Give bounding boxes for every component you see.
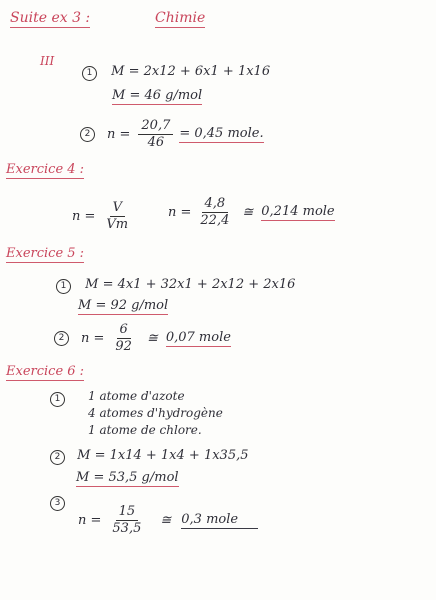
- ex6-atom-nitrogen: 1 atome d'azote: [88, 389, 185, 403]
- ex5-molar-mass-sum: M = 4x1 + 32x1 + 2x12 + 2x16: [85, 277, 296, 292]
- ex5-fraction-numerator: 6: [117, 322, 131, 339]
- ex4-calc-denominator: 22,4: [200, 213, 230, 228]
- ex5-item2-number: 2: [54, 331, 69, 346]
- ex3-fraction: [138, 118, 173, 151]
- ex4-mole-result: 0,214 mole: [261, 204, 335, 219]
- ex5-mole-result: 0,07 mole: [165, 330, 231, 345]
- ex5-fraction-denominator: 92: [115, 339, 132, 354]
- header-left-title: Suite ex 3 :: [10, 10, 91, 26]
- ex5-item2: [54, 322, 231, 355]
- ex5-fraction: [112, 322, 135, 355]
- ex3-fraction-denominator: 46: [147, 135, 165, 150]
- ex6-mole-result: 0,3 mole: [181, 512, 258, 529]
- ex5-approx-sign: ≅: [146, 331, 158, 346]
- ex4-formula-n-equals: n =: [72, 209, 96, 224]
- ex6-item3-number: 3: [50, 496, 65, 511]
- ex6-n-equals: n =: [78, 513, 102, 528]
- ex3-item1-number: 1: [82, 66, 97, 81]
- ex5-molar-mass-result: M = 92 g/mol: [78, 298, 169, 313]
- ex5-item1: [56, 277, 295, 294]
- ex3-fraction-numerator: 20,7: [138, 118, 173, 135]
- ex6-atom-hydrogen: 4 atomes d'hydrogène: [88, 406, 223, 420]
- header-subject-title: Chimie: [155, 10, 206, 26]
- ex4-calc-numerator: 4,8: [202, 196, 229, 213]
- ex4-formula-denominator: Vm: [106, 217, 129, 232]
- roman-section-marker: III: [40, 54, 55, 68]
- ex3-molar-mass-sum: M = 2x12 + 6x1 + 1x16: [111, 64, 271, 79]
- ex6-atom-list: [88, 388, 223, 439]
- ex5-item1-number: 1: [56, 279, 71, 294]
- ex4-approx-sign: ≅: [242, 205, 254, 220]
- ex6-item1: [50, 390, 65, 407]
- ex3-item1: [82, 64, 270, 81]
- ex4-calc-n-equals: n =: [168, 205, 192, 220]
- ex3-item2: [80, 118, 264, 151]
- ex6-item2: [50, 448, 249, 465]
- ex6-fraction-denominator: 53,5: [112, 521, 142, 536]
- ex4-formula-numerator: V: [110, 200, 125, 217]
- ex6-approx-sign: ≅: [160, 513, 172, 528]
- ex6-molar-mass-sum: M = 1x14 + 1x4 + 1x35,5: [77, 448, 249, 463]
- exercise-6-title: Exercice 6 :: [6, 364, 85, 379]
- ex6-molar-mass-result: M = 53,5 g/mol: [76, 470, 179, 485]
- ex3-item2-number: 2: [80, 127, 95, 142]
- ex6-item2-number: 2: [50, 450, 65, 465]
- ex3-molar-mass-result: M = 46 g/mol: [112, 88, 203, 103]
- ex6-fraction: [109, 504, 144, 537]
- ex4-calc-fraction: [197, 196, 232, 229]
- ex6-calculation: [78, 504, 258, 537]
- ex6-fraction-numerator: 15: [116, 504, 139, 521]
- exercise-4-title: Exercice 4 :: [6, 162, 85, 177]
- exercise-5-title: Exercice 5 :: [6, 246, 85, 261]
- ex5-n-equals: n =: [81, 331, 105, 346]
- ex4-calculation: [168, 196, 335, 229]
- ex4-formula-fraction: [103, 200, 131, 233]
- ex3-mole-result: = 0,45 mole.: [179, 126, 264, 141]
- ex3-n-equals: n =: [107, 127, 131, 142]
- ex6-atom-chlorine: 1 atome de chlore.: [88, 423, 202, 437]
- ex6-item3: [50, 494, 65, 511]
- ex4-formula: [72, 200, 131, 233]
- ex6-item1-number: 1: [50, 392, 65, 407]
